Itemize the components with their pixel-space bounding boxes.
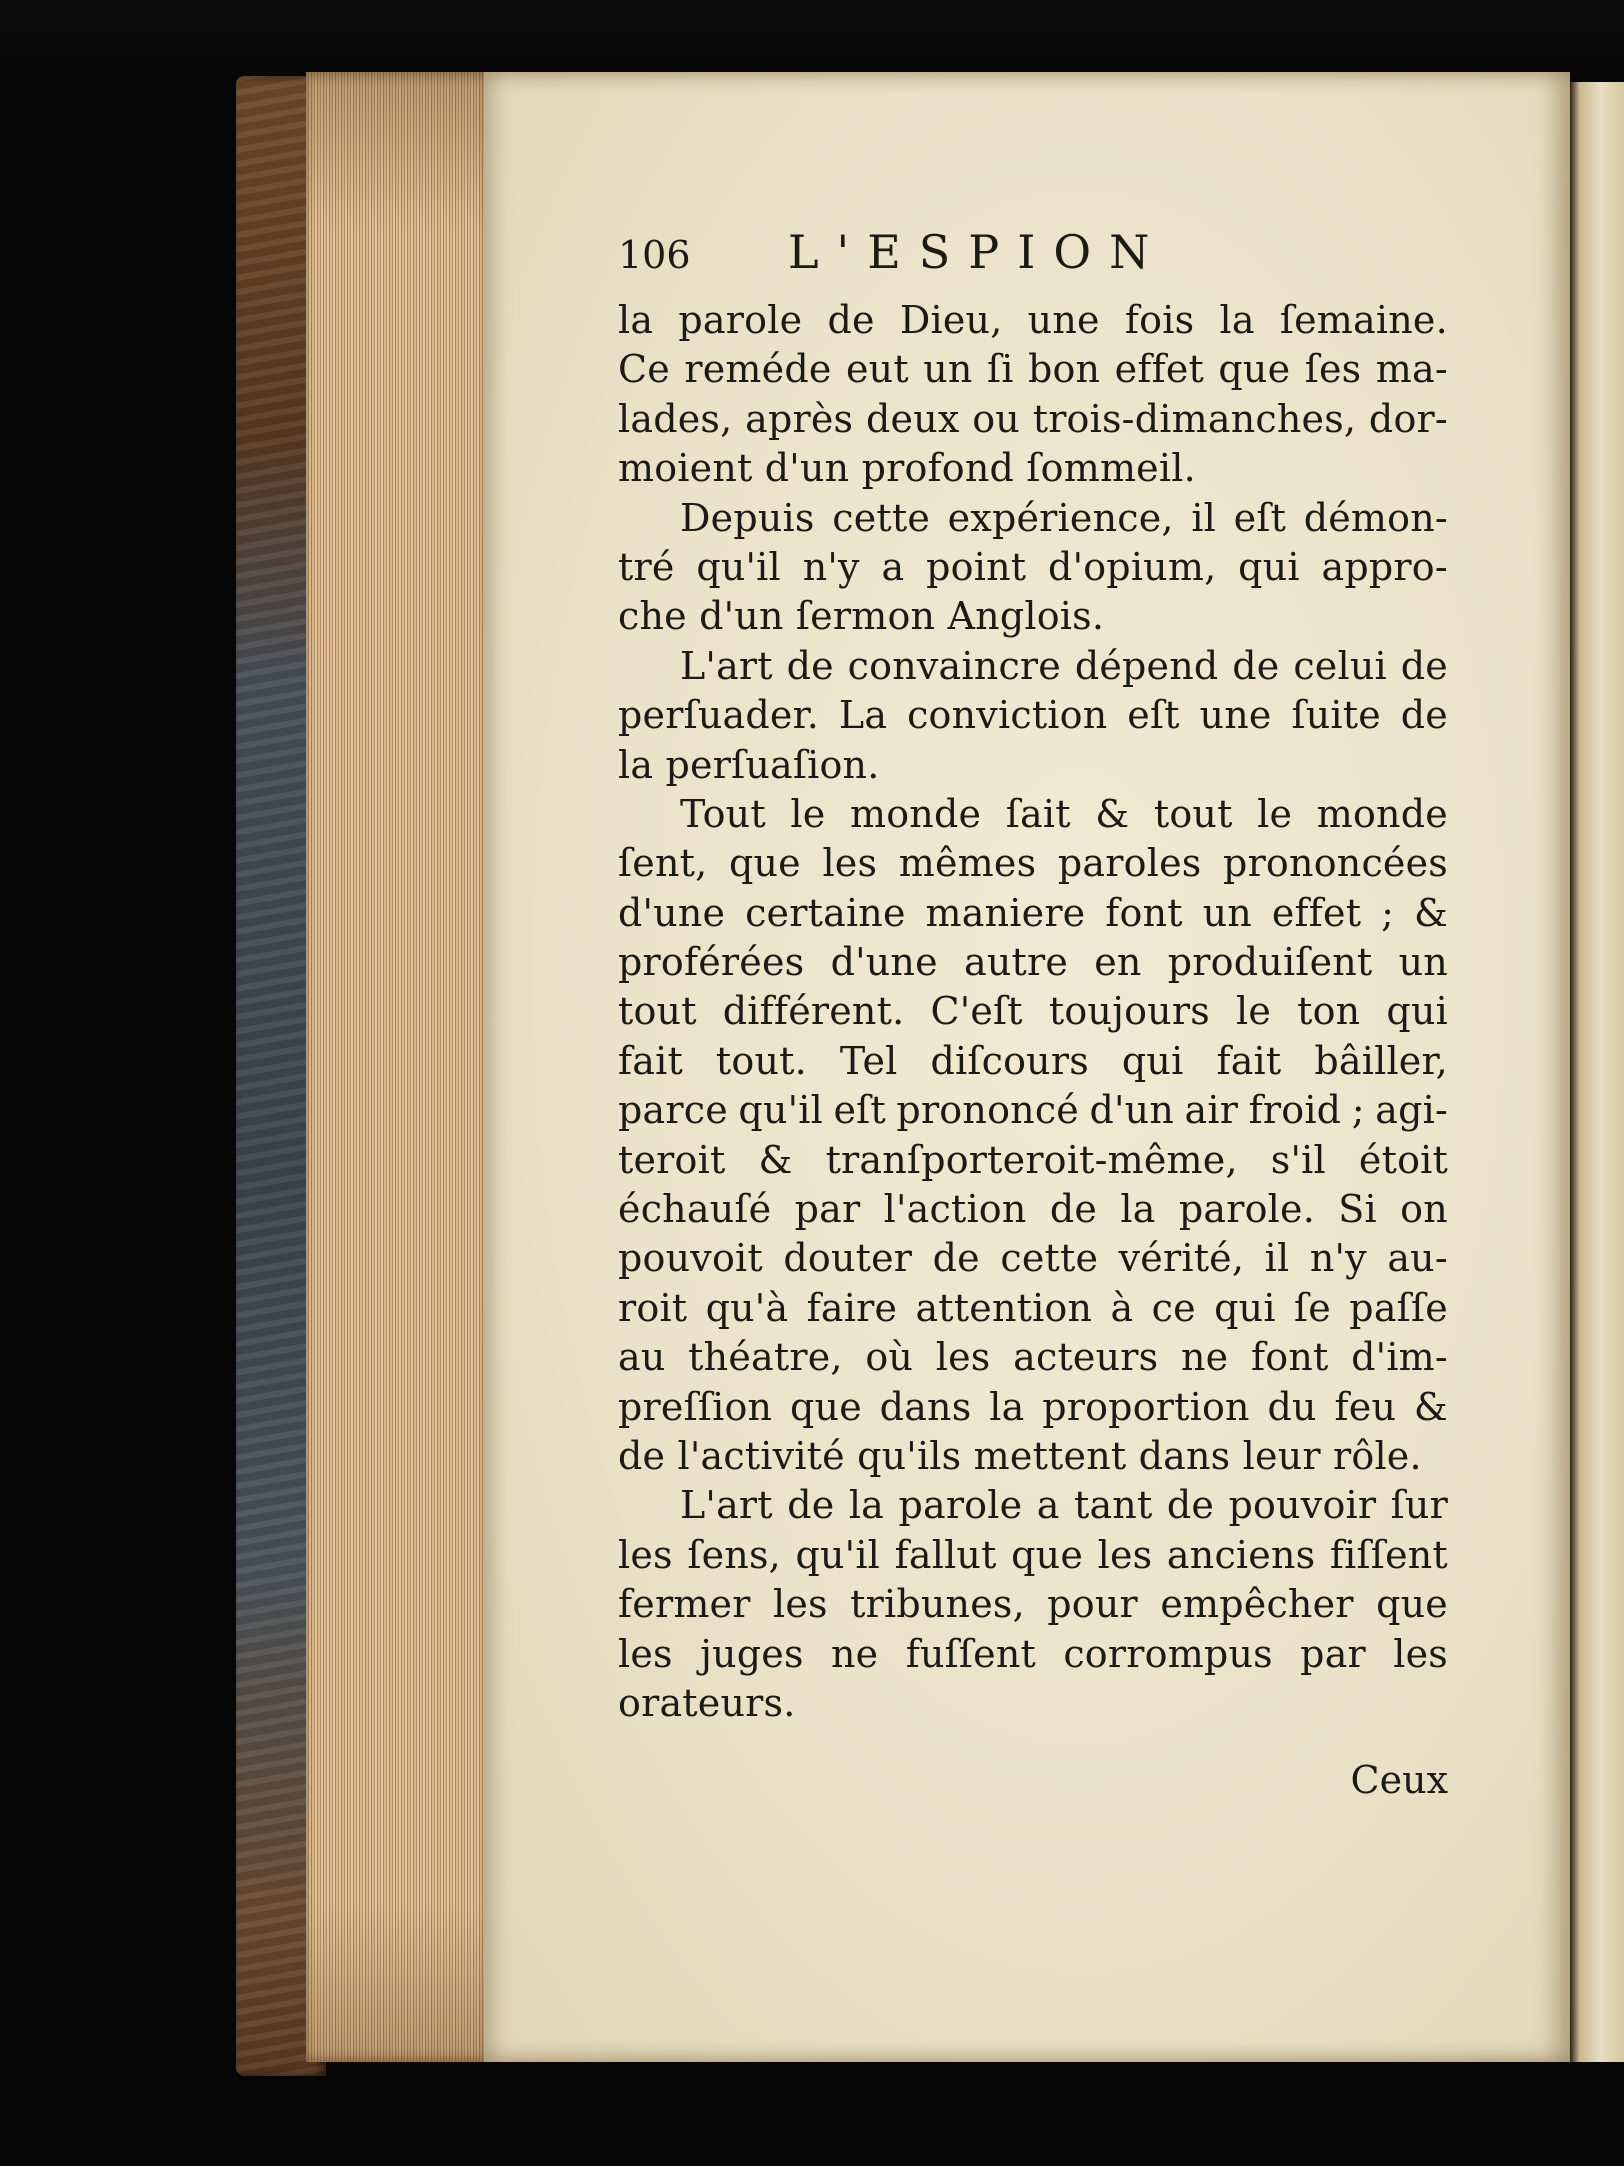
text-line: la perſuaſion.	[618, 742, 880, 787]
text-line: ſent, que les mêmes paroles prononcées	[618, 841, 1448, 886]
text-line: L'art de la parole a tant de pouvoir ſur	[680, 1483, 1448, 1528]
text-line: fermer les tribunes, pour empêcher que	[618, 1582, 1448, 1627]
paragraph	[618, 1481, 1448, 1728]
text-line: les ſens, qu'il fallut que les anciens fiſſent	[618, 1532, 1448, 1577]
page-text	[618, 225, 1448, 1810]
text-line: Depuis cette expérience, il eſt démon-	[680, 495, 1448, 540]
text-line: lades, après deux ou trois-dimanches, dor-	[618, 396, 1448, 441]
text-line: d'une certaine maniere font un effet ; &	[618, 890, 1448, 935]
text-line: roit qu'à faire attention à ce qui ſe paſſe	[618, 1285, 1448, 1330]
text-line: che d'un ſermon Anglois.	[618, 594, 1105, 639]
paragraph	[618, 790, 1448, 1481]
running-head	[618, 225, 1448, 294]
text-line: proférées d'une autre en produiſent un	[618, 940, 1448, 985]
text-line: parce qu'il eſt prononcé d'un air froid ; agi-	[618, 1088, 1448, 1133]
catchword: Ceux	[1350, 1758, 1448, 1803]
text-line: les juges ne fuſſent corrompus par les	[618, 1631, 1448, 1676]
paragraph	[618, 296, 1448, 494]
running-title: L'ESPION	[788, 225, 1168, 279]
page-block-fore-edge	[306, 72, 486, 2062]
next-page-edge	[1570, 82, 1624, 2062]
text-line: fait tout. Tel diſcours qui fait bâiller,	[618, 1038, 1448, 1083]
text-line: la parole de Dieu, une fois la ſemaine.	[618, 298, 1448, 342]
text-line: au théatre, où les acteurs ne font d'im-	[618, 1335, 1448, 1380]
text-line: teroit & tranſporteroit-même, s'il étoit	[618, 1137, 1448, 1182]
paragraph	[618, 642, 1448, 790]
text-line: moient d'un profond ſommeil.	[618, 446, 1196, 491]
text-line: Ce reméde eut un ſi bon effet que ſes ma-	[618, 347, 1448, 392]
page-number: 106	[618, 233, 691, 277]
text-line: Tout le monde ſait & tout le monde	[680, 791, 1448, 836]
text-line: tré qu'il n'y a point d'opium, qui appro-	[618, 544, 1448, 589]
text-line: tout différent. C'eſt toujours le ton qui	[618, 989, 1448, 1034]
text-line: échauſé par l'action de la parole. Si on	[618, 1187, 1448, 1232]
catchword-row	[618, 1756, 1448, 1810]
text-line: de l'activité qu'ils mettent dans leur rôle.	[618, 1433, 1422, 1478]
paragraph	[618, 494, 1448, 642]
dark-background	[0, 0, 1624, 80]
body-text	[618, 296, 1448, 1728]
text-line: orateurs.	[618, 1680, 796, 1725]
text-line: pouvoit douter de cette vérité, il n'y au-	[618, 1236, 1448, 1281]
text-line: L'art de convaincre dépend de celui de	[680, 643, 1448, 688]
text-line: perſuader. La conviction eſt une ſuite de	[618, 693, 1448, 738]
text-line: preſſion que dans la proportion du feu &	[618, 1384, 1448, 1429]
